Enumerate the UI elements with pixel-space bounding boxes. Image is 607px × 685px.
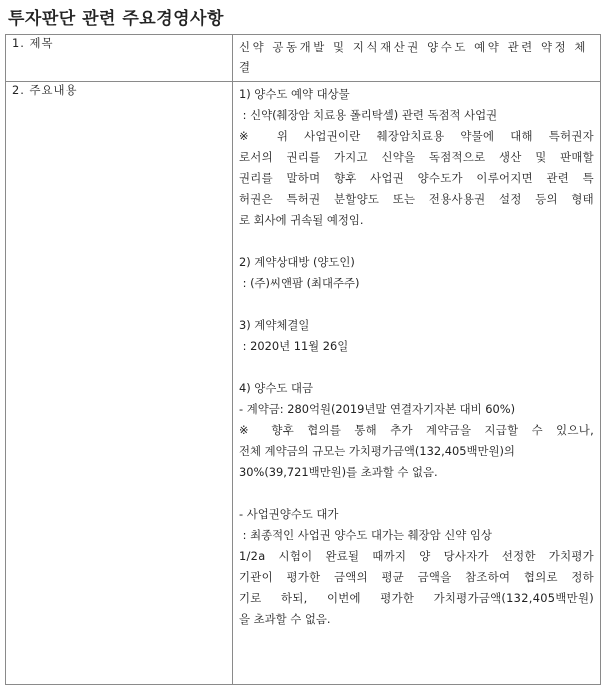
spacer xyxy=(239,483,594,504)
section-heading: 2) 계약상대방 (양도인) xyxy=(239,255,355,269)
row-value-title: 신약 공동개발 및 지식재산권 양수도 예약 관련 약정 체결 xyxy=(233,35,601,82)
spacer xyxy=(239,357,594,378)
row-label-main-content: 2. 주요내용 xyxy=(6,82,233,685)
disclosure-table xyxy=(5,34,601,685)
section-heading: 4) 양수도 대금 xyxy=(239,381,313,395)
content-line: 허권은 특허권 분할양도 또는 전용사용권 설정 등의 형태 xyxy=(239,192,594,206)
content-line: 기관이 평가한 금액의 평균 금액을 참조하여 협의로 정하 xyxy=(239,570,594,584)
row-label-title: 1. 제목 xyxy=(6,35,233,82)
content-line: 로 회사에 귀속될 예정임. xyxy=(239,213,364,227)
spacer xyxy=(239,294,594,315)
spacer xyxy=(239,231,594,252)
content-line: 전체 계약금의 규모는 가치평가금액(132,405백만원)의 xyxy=(239,444,515,458)
section-heading: 1) 양수도 예약 대상물 xyxy=(239,87,350,101)
content-line: 1/2a 시험이 완료될 때까지 양 당사자가 선정한 가치평가 xyxy=(239,549,594,563)
content-line: 권리를 말하며 향후 사업권 양수도가 이루어지면 관련 특 xyxy=(239,171,594,185)
content-line: 30%(39,721백만원)를 초과할 수 없음. xyxy=(239,465,438,479)
content-line: ※ 위 사업권이란 췌장암치료용 약물에 대해 특허권자 xyxy=(239,129,594,143)
content-line: : (주)씨앤팜 (최대주주) xyxy=(239,276,360,290)
content-line: 을 초과할 수 없음. xyxy=(239,612,331,626)
content-line: - 계약금: 280억원(2019년말 연결자기자본 대비 60%) xyxy=(239,402,516,416)
row-value-main-content xyxy=(233,82,601,685)
section-heading: - 사업권양수도 대가 xyxy=(239,507,339,521)
page-title: 투자판단 관련 주요경영사항 xyxy=(8,9,224,29)
table-row xyxy=(6,82,601,685)
content-line: : 2020년 11월 26일 xyxy=(239,339,349,353)
content-line: ※ 향후 협의를 통해 추가 계약금을 지급할 수 있으나, xyxy=(239,423,594,437)
content-line: 로서의 권리를 가지고 신약을 독점적으로 생산 및 판매할 xyxy=(239,150,594,164)
section-heading: 3) 계약체결일 xyxy=(239,318,310,332)
table-row xyxy=(6,35,601,82)
content-line: : 최종적인 사업권 양수도 대가는 췌장암 신약 임상 xyxy=(239,528,492,542)
content-line: : 신약(췌장암 치료용 폴리탁셀) 관련 독점적 사업권 xyxy=(239,108,498,122)
content-line: 기로 하되, 이번에 평가한 가치평가금액(132,405백만원) xyxy=(239,591,594,605)
